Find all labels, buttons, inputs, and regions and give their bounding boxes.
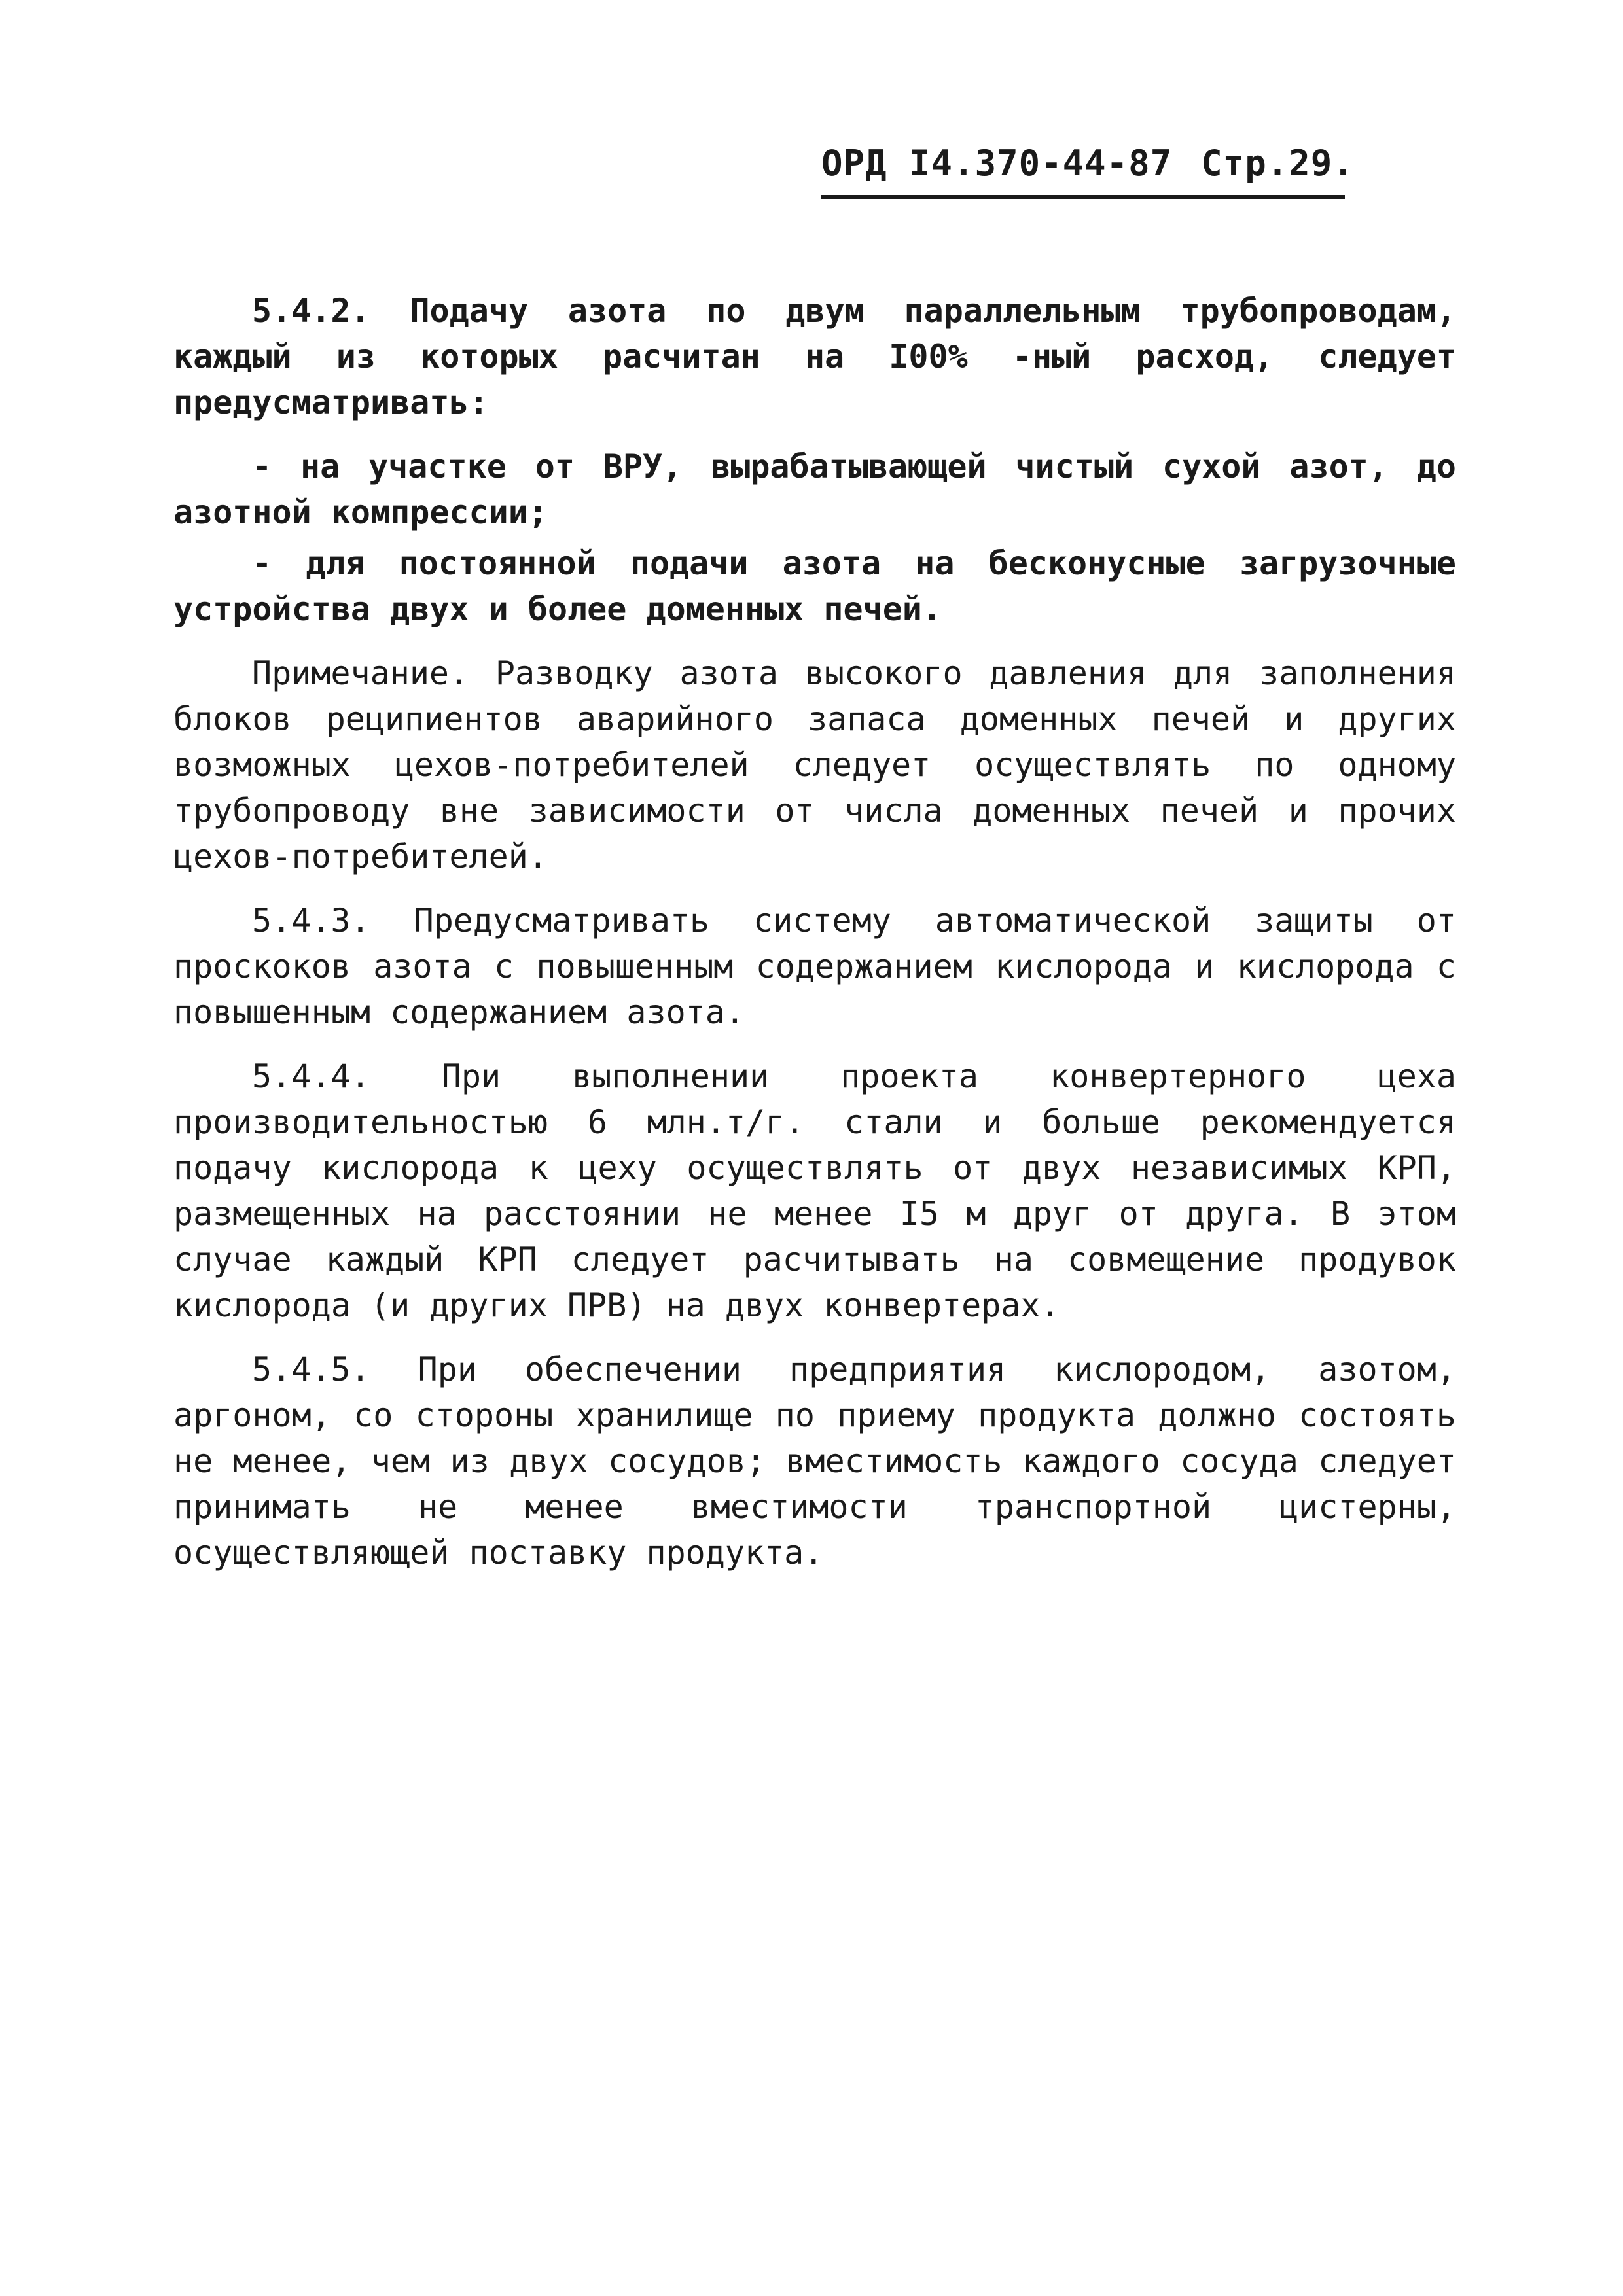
page-header <box>821 141 1355 186</box>
clause-5-4-3: 5.4.3. Предусматривать систему автоматической защиты от проскоков азота с повышенным содержанием кислорода и кислорода с повышенным содержанием азота. <box>173 902 1456 1031</box>
clause-5-4-2-item-1: - на участке от ВРУ, вырабатывающей чистый сухой азот, до азотной компрессии; <box>173 448 1456 531</box>
clause-5-4-4: 5.4.4. При выполнении проекта конвертерного цеха производительностью 6 млн.т/г. стали и больше рекомендуется подачу кислорода к цеху осуществлять от двух независимых КРП, размещенных на расстоянии не менее I5 м друг от друга. В этом случае каждый КРП следует расчитывать на совмещение продувок кислорода (и других ПРВ) на двух конвертерах. <box>173 1057 1456 1324</box>
clause-5-4-2-item-2: - для постоянной подачи азота на бесконусные загрузочные устройства двух и более доменных печей. <box>173 544 1456 628</box>
header-underline <box>821 195 1345 199</box>
document-code: ОРД I4.370-44-87 <box>821 143 1173 184</box>
clause-5-4-5: 5.4.5. При обеспечении предприятия кислородом, азотом, аргоном, со стороны хранилище по приему продукта должно состоять не менее, чем из двух сосудов; вместимость каждого сосуда следует принимать не менее вместимости транспортной цистерны, осуществляющей поставку продукта. <box>173 1351 1456 1572</box>
clause-5-4-2: 5.4.2. Подачу азота по двум параллельным трубопроводам, каждый из которых расчитан на I00% -ный расход, следует предусматривать: <box>173 292 1456 421</box>
document-body <box>173 288 1456 1576</box>
clause-note: Примечание. Разводку азота высокого давления для заполнения блоков реципиентов аварийного запаса доменных печей и других возможных цехов-потребителей следует осуществлять по одному трубопроводу вне зависимости от числа доменных печей и прочих цехов-потребителей. <box>173 654 1456 875</box>
page-number: Стр.29. <box>1201 143 1355 184</box>
